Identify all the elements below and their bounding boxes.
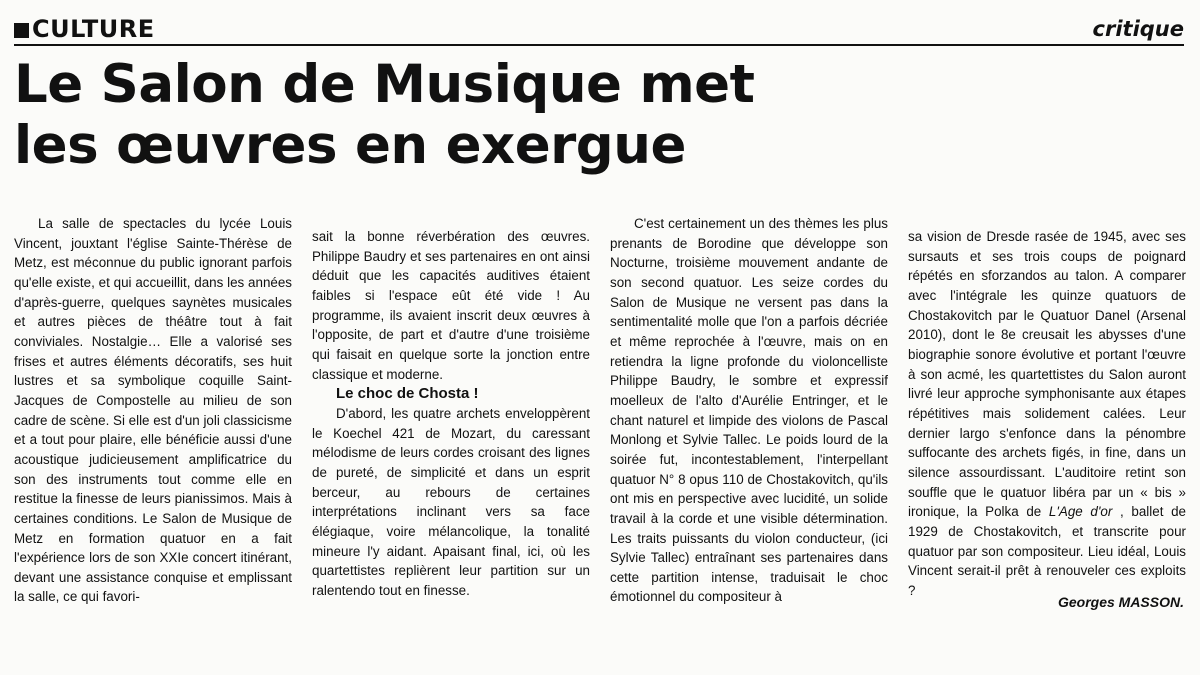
section-header	[14, 14, 1184, 46]
header-rule	[14, 44, 1184, 46]
author-signature: Georges MASSON.	[1057, 594, 1184, 610]
paragraph: D'abord, les quatre archets enveloppèrent le Koechel 421 de Mozart, du caressant mélodisme de leurs cordes croisant des lignes de pureté, de simplicité et dans un esprit berceur, au rebours de certaines interprétations inclinant vers sa face élégiaque, voire mélancolique, la tonalité mineure l'y aidant. Apaisant final, ici, où les quartettistes replièrent leur partition sur un ralentendo tout en finesse.	[312, 405, 590, 598]
article-headline	[14, 54, 1184, 176]
headline-line-1: Le Salon de Musique met	[14, 54, 755, 115]
paragraph-text-end: , ballet de 1929 de Chostakovitch, et transcrite pour quatuor par son compositeur. Lieu idéal, Louis Vincent serait-il prêt à renouveler ces exploits ?	[908, 504, 1186, 598]
rubric-label: critique	[1092, 17, 1184, 41]
column-3	[610, 214, 888, 607]
section-square-icon	[14, 23, 29, 38]
paragraph-text: sa vision de Dresde rasée de 1945, avec ses sursauts et ses trois coups de poignard répétés en sforzandos au talon. A comparer avec l'intégrale les quinze quatuors de Chostakovitch par le Quatuor Danel (Arsenal 2010), dont le 8e creusait les abysses d'une biographie sonore évolutive et portant l'œuvre à son acmé, les quartettistes du Salon auront livré leur approche symphonisante aux étapes répétitives mais solidement calées. Leur dernier largo s'enfonce dans la pénombre suffocante des archets figés, in fine, dans un silence assourdissant. L'auditoire retint son souffle que le quatuor libéra par un « bis » ironique, la Polka de	[908, 229, 1186, 520]
column-1	[14, 214, 292, 607]
paragraph: C'est certainement un des thèmes les plus prenants de Borodine que développe son Nocturne, troisième mouvement andante de son second quatuor. Les seize cordes du Salon de Musique ne versent pas dans la sentimentalité molle que l'on a parfois décriée et même reprochée à l'œuvre, mais on en retiendra la ligne profonde du violoncelliste Philippe Baudry, le sombre et expressif moelleux de l'alto d'Aurélie Entringer, et le chant naturel et limpide des violons de Pascal Monlong et Sylvie Tallec. Le poids lourd de la soirée fut, incontestablement, l'interpellant quatuor N° 8 opus 110 de Chostakovitch, qu'ils ont mis en perspective avec lucidité, un solide travail à la corde et une visible détermination. Les traits puissants du violon conducteur, (ici Sylvie Tallec) entraînant ses partenaires dans cette partition intense, traduisait le choc émotionnel du compositeur à	[610, 216, 888, 605]
column-4	[908, 227, 1186, 600]
section-label	[14, 14, 155, 44]
column-2	[312, 227, 590, 600]
headline-line-2: les œuvres en exergue	[14, 115, 686, 176]
work-title: L'Age d'or	[1048, 504, 1113, 520]
paragraph: La salle de spectacles du lycée Louis Vincent, jouxtant l'église Sainte-Thérèse de Metz, est méconnue du public ignorant parfois qu'elle existe, et qui accueillit, dans les années d'après-guerre, quelques saynètes musicales et autres pièces de théâtre tout à fait conviviales. Nostalgie… Elle a valorisé ses frises et autres éléments décoratifs, ses huit lustres et sa symbolique coquille Saint-Jacques de Compostelle au milieu de son cadre de scène. Si elle est d'un joli classicisme et a tout pour plaire, elle bénéficie aussi d'une acoustique judicieusement amplificatrice du son des instruments tout comme elle en restitue la finesse de leurs pianissimos. Mais à certaines conditions. Le Salon de Musique de Metz en formation quatuor en a fait l'expérience lors de son XXIe concert itinérant, devant une assistance conquise et emplissant la salle, ce qui favori-	[14, 216, 292, 605]
section-name: CULTURE	[32, 15, 155, 43]
article-body	[14, 214, 1188, 614]
subheading: Le choc de Chosta !	[336, 385, 479, 403]
paragraph	[908, 227, 1186, 600]
paragraph: sait la bonne réverbération des œuvres. Philippe Baudry et ses partenaires en ont ainsi déduit que les capacités auditives étaient faibles si l'espace eût été vide ! Au programme, ils avaient inscrit deux œuvres à l'opposite, de part et d'autre d'une troisième qui faisait en quelque sorte la jonction entre classique et moderne.	[312, 229, 590, 382]
